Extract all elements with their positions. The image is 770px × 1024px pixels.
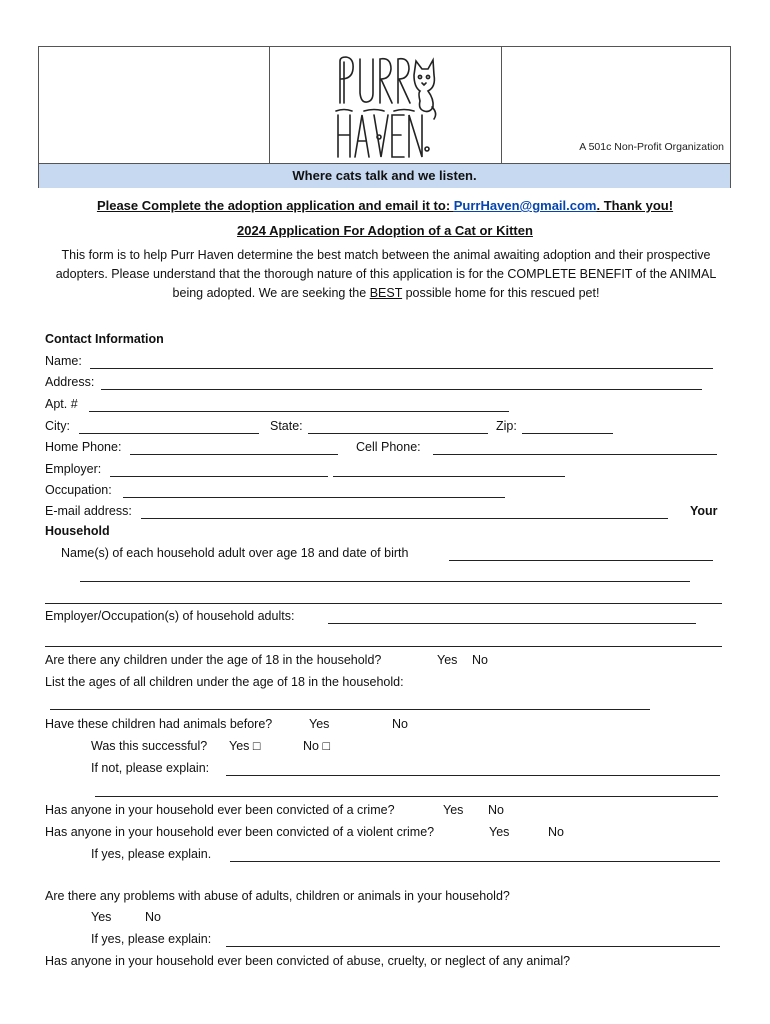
- animals-question: Have these children had animals before?: [45, 717, 273, 731]
- email-label: E-mail address:: [45, 504, 132, 518]
- form-title: 2024 Application For Adoption of a Cat or Kitten: [237, 223, 533, 238]
- org-note: A 501c Non-Profit Organization: [579, 141, 724, 153]
- abuse-explain-label: If yes, please explain:: [91, 932, 212, 946]
- crime-question: Has anyone in your household ever been convicted of a crime?: [45, 803, 395, 817]
- header-table: [38, 46, 731, 188]
- intro-para-1: This form is to help Purr Haven determine the best match between the animal awaiting adoption and their prospective adopters. Please understand that the thorough nature of this application is for the COMPLETE BENEFIT of the ANIMAL being adopted. We are seeking the: [55, 248, 717, 300]
- apt-label: Apt. #: [45, 397, 78, 411]
- employer-occ-label: Employer/Occupation(s) of household adults:: [45, 609, 295, 623]
- household-heading: Household: [45, 524, 110, 538]
- if-yes-label: If yes, please explain.: [91, 847, 212, 861]
- success-no-checkbox[interactable]: No □: [303, 739, 331, 753]
- city-field[interactable]: [79, 433, 259, 434]
- abuse-no[interactable]: No: [145, 910, 161, 924]
- abuse-explain-field[interactable]: [226, 946, 720, 947]
- employer-occ-field-2[interactable]: [45, 646, 722, 647]
- children-no[interactable]: No: [472, 653, 488, 667]
- contact-heading: Contact Information: [45, 332, 164, 346]
- instruction-line: [0, 198, 770, 213]
- tagline: Where cats talk and we listen.: [39, 163, 730, 188]
- if-not-field[interactable]: [226, 775, 720, 776]
- violent-yes[interactable]: Yes: [489, 825, 510, 839]
- intro-para-best: BEST: [369, 286, 403, 300]
- apt-field[interactable]: [89, 411, 509, 412]
- abuse-question: Are there any problems with abuse of adults, children or animals in your household?: [45, 889, 510, 903]
- violent-no[interactable]: No: [548, 825, 564, 839]
- crime-yes[interactable]: Yes: [443, 803, 464, 817]
- children-question: Are there any children under the age of 18 in the household?: [45, 653, 382, 667]
- name-field[interactable]: [90, 368, 713, 369]
- intro-paragraph: [55, 246, 717, 303]
- employer-field-2[interactable]: [333, 476, 565, 477]
- employer-label: Employer:: [45, 462, 102, 476]
- success-question: Was this successful?: [91, 739, 208, 753]
- ages-field[interactable]: [50, 709, 650, 710]
- abuse-yes[interactable]: Yes: [91, 910, 112, 924]
- ages-question: List the ages of all children under the age of 18 in the household:: [45, 675, 404, 689]
- zip-field[interactable]: [522, 433, 613, 434]
- adults-field-2[interactable]: [80, 581, 690, 582]
- intro-para-2: possible home for this rescued pet!: [402, 286, 600, 300]
- animals-no[interactable]: No: [392, 717, 408, 731]
- adults-field[interactable]: [449, 560, 713, 561]
- if-not-field-2[interactable]: [95, 796, 718, 797]
- your-word: Your: [690, 504, 718, 518]
- zip-label: Zip:: [496, 419, 517, 433]
- instruction-suffix: . Thank you!: [596, 198, 674, 213]
- adults-label: Name(s) of each household adult over age 18 and date of birth: [61, 546, 409, 560]
- cell-phone-label: Cell Phone:: [356, 440, 421, 454]
- home-phone-field[interactable]: [130, 454, 338, 455]
- state-label: State:: [270, 419, 303, 433]
- adults-field-3[interactable]: [45, 603, 722, 604]
- city-label: City:: [45, 419, 70, 433]
- crime-no[interactable]: No: [488, 803, 504, 817]
- cell-phone-field[interactable]: [433, 454, 717, 455]
- header-blank-cell: [39, 47, 270, 163]
- instruction-prefix: Please Complete the adoption application and email it to:: [96, 198, 454, 213]
- state-field[interactable]: [308, 433, 488, 434]
- if-yes-field[interactable]: [230, 861, 720, 862]
- animals-yes[interactable]: Yes: [309, 717, 330, 731]
- name-label: Name:: [45, 354, 82, 368]
- success-yes-checkbox[interactable]: Yes □: [229, 739, 261, 753]
- employer-field[interactable]: [110, 476, 328, 477]
- occupation-field[interactable]: [123, 497, 505, 498]
- email-field[interactable]: [141, 518, 668, 519]
- children-yes[interactable]: Yes: [437, 653, 458, 667]
- logo-cell: [270, 47, 502, 163]
- occupation-label: Occupation:: [45, 483, 112, 497]
- address-field[interactable]: [101, 389, 702, 390]
- home-phone-label: Home Phone:: [45, 440, 122, 454]
- address-label: Address:: [45, 375, 95, 389]
- neglect-question: Has anyone in your household ever been convicted of abuse, cruelty, or neglect of any animal?: [45, 954, 571, 968]
- employer-occ-field[interactable]: [328, 623, 696, 624]
- violent-question: Has anyone in your household ever been convicted of a violent crime?: [45, 825, 435, 839]
- if-not-label: If not, please explain:: [91, 761, 210, 775]
- purr-haven-logo: [334, 53, 440, 161]
- email-link[interactable]: PurrHaven@gmail.com: [453, 198, 597, 213]
